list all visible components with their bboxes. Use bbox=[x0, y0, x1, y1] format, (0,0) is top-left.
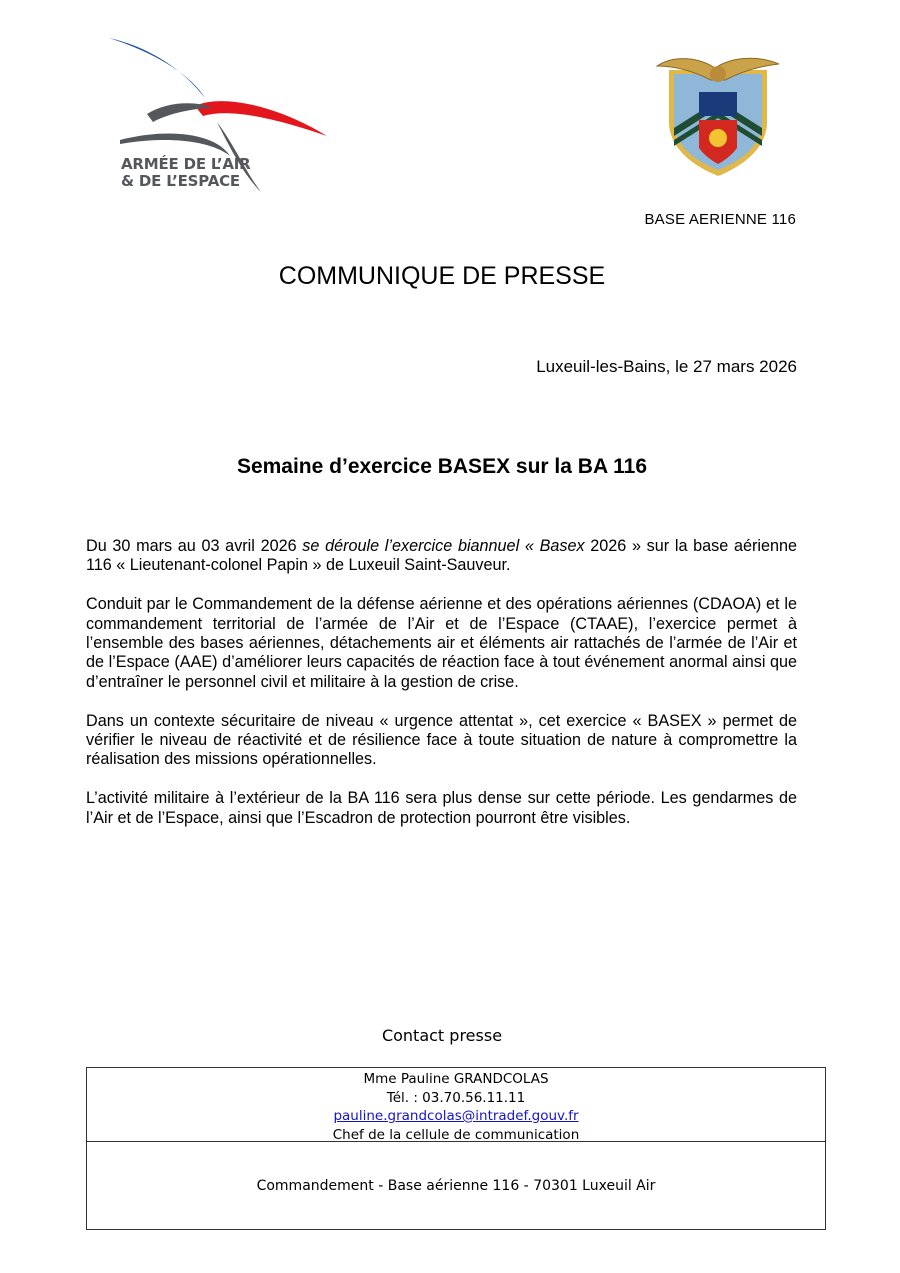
logo-text-line2: & DE L’ESPACE bbox=[121, 172, 240, 190]
contact-role: Chef de la cellule de communication bbox=[332, 1126, 580, 1143]
press-release-body bbox=[86, 537, 797, 847]
paragraph-3: Dans un contexte sécuritaire de niveau « urgence attentat », cet exercice « BASEX » permet de vérifier le niveau de réactivité et de résilience face à toute situation de nature à compromettre la réalisation des missions opérationnelles. bbox=[86, 711, 797, 769]
p1-italic: se déroule l’exercice biannuel « Basex bbox=[302, 537, 585, 555]
crest-blue-panel bbox=[699, 92, 737, 116]
paragraph-2: Conduit par le Commandement de la défense aérienne et des opérations aériennes (CDAOA) et le commandement territorial de l’armée de l’Air et de l’Espace (CTAAE), l’exercice permet à l’ensemble des bases aériennes, détachements air et éléments air rattachés de l’armée de l’Air et de l’Espace (AAE) d’améliorer leurs capacités de réaction face à tout événement anormal ainsi que d’entraîner le personnel civil et militaire à la gestion de crise. bbox=[86, 595, 797, 691]
crest-sun bbox=[709, 129, 727, 147]
contact-phone: Tél. : 03.70.56.11.11 bbox=[386, 1089, 526, 1106]
armee-air-espace-logo bbox=[105, 36, 335, 196]
crest-eagle-body bbox=[710, 66, 726, 82]
contact-heading: Contact presse bbox=[381, 1026, 503, 1045]
ba116-crest bbox=[655, 52, 781, 180]
headline: Semaine d’exercice BASEX sur la BA 116 bbox=[236, 455, 648, 478]
contact-details bbox=[87, 1068, 825, 1142]
contact-name: Mme Pauline GRANDCOLAS bbox=[363, 1071, 549, 1087]
base-label: BASE AERIENNE 116 bbox=[644, 211, 796, 228]
paragraph-1 bbox=[86, 537, 797, 576]
contact-box bbox=[86, 1067, 826, 1230]
contact-address-row bbox=[87, 1142, 825, 1229]
logo-red-wing bbox=[195, 101, 327, 136]
place-date: Luxeuil-les-Bains, le 27 mars 2026 bbox=[536, 357, 797, 376]
contact-email-link[interactable]: pauline.grandcolas@intradef.gouv.fr bbox=[333, 1108, 579, 1124]
paragraph-4: L’activité militaire à l’extérieur de la BA 116 sera plus dense sur cette période. Les gendarmes de l’Air et de l’Espace, ainsi que l’Escadron de protection pourront être visibles. bbox=[86, 789, 797, 827]
logo-text-line1: ARMÉE DE L’AIR bbox=[121, 155, 251, 173]
logo-grey-curve bbox=[120, 133, 230, 156]
eagle-shield-icon bbox=[655, 52, 781, 180]
p1-start: Du 30 mars au 03 avril 2026 bbox=[86, 537, 303, 555]
page-title: COMMUNIQUE DE PRESSE bbox=[278, 262, 606, 290]
contact-address: Commandement - Base aérienne 116 - 70301 Luxeuil Air bbox=[256, 1177, 656, 1194]
p1-end: 2026 » sur la base aérienne 116 « Lieutenant-colonel Papin » de Luxeuil Saint-Sauveur. bbox=[86, 537, 797, 575]
logo-blue-stroke bbox=[109, 38, 205, 98]
